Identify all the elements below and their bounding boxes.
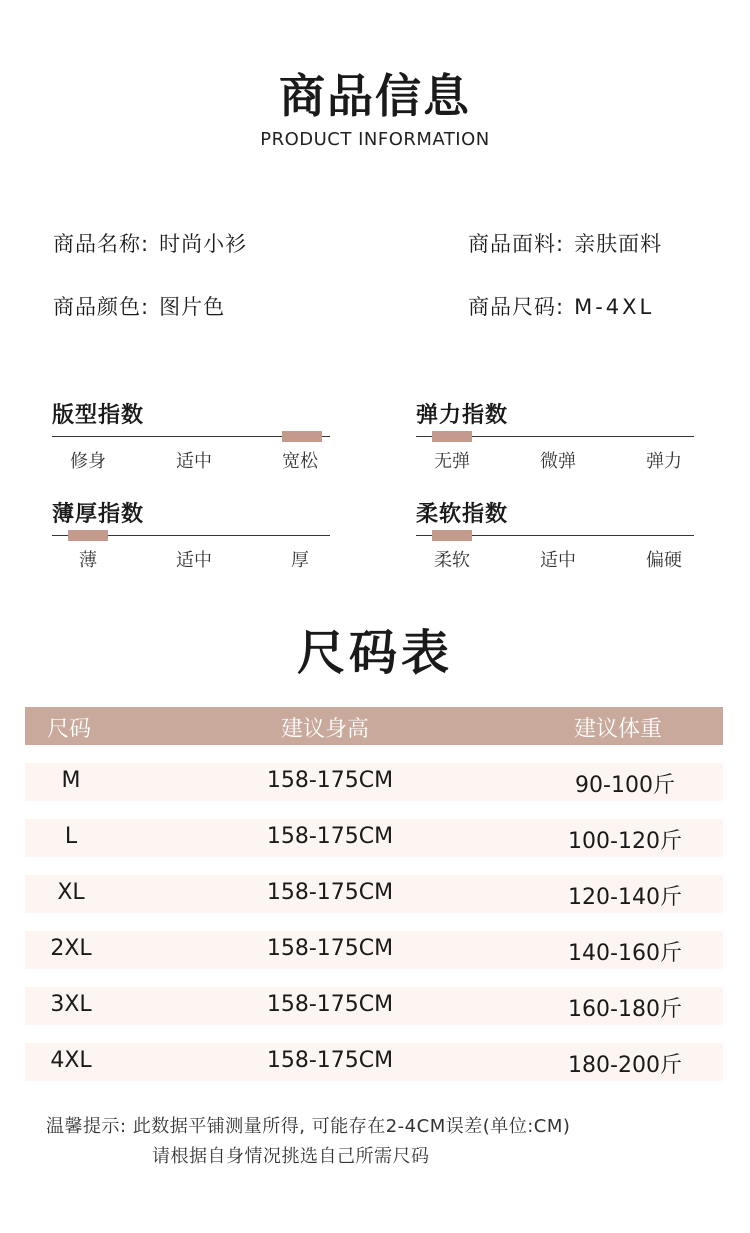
cell-weight: 120-140斤 bbox=[568, 885, 682, 910]
index-softness-label-3: 偏硬 bbox=[646, 550, 682, 571]
cell-size: 3XL bbox=[50, 992, 92, 1017]
index-softness-label-2: 适中 bbox=[540, 550, 576, 571]
cell-weight: 100-120斤 bbox=[568, 829, 682, 854]
info-size bbox=[468, 291, 654, 321]
cell-size: L bbox=[64, 824, 78, 849]
index-fit-marker bbox=[282, 431, 322, 442]
table-row bbox=[25, 931, 723, 969]
index-softness-title: 柔软指数 bbox=[416, 502, 509, 527]
info-size-label: 商品尺码: bbox=[468, 295, 565, 319]
index-elasticity bbox=[416, 398, 694, 488]
index-thickness-label-1: 薄 bbox=[79, 550, 97, 571]
page-title: 商品信息 bbox=[279, 69, 471, 123]
size-table-header bbox=[25, 707, 723, 745]
info-fabric-label: 商品面料: bbox=[468, 232, 565, 256]
info-color-value: 图片色 bbox=[159, 295, 226, 319]
info-color-label: 商品颜色: bbox=[53, 295, 150, 319]
info-name-label: 商品名称: bbox=[53, 232, 150, 256]
index-thickness bbox=[52, 497, 330, 587]
cell-size: M bbox=[61, 768, 81, 793]
cell-height: 158-175CM bbox=[266, 936, 394, 961]
cell-height: 158-175CM bbox=[266, 768, 394, 793]
index-elasticity-label-1: 无弹 bbox=[434, 451, 470, 472]
table-row bbox=[25, 987, 723, 1025]
tip-line-2: 请根据自身情况挑选自己所需尺码 bbox=[152, 1146, 430, 1167]
table-row bbox=[25, 1043, 723, 1081]
header-weight: 建议体重 bbox=[574, 717, 663, 742]
tip-line-1: 温馨提示: 此数据平铺测量所得, 可能存在2-4CM误差(单位:CM) bbox=[46, 1116, 571, 1137]
cell-height: 158-175CM bbox=[266, 992, 394, 1017]
info-name bbox=[53, 228, 247, 258]
cell-size: 2XL bbox=[50, 936, 92, 961]
info-fabric-value: 亲肤面料 bbox=[574, 232, 663, 256]
index-thickness-label-2: 适中 bbox=[176, 550, 212, 571]
index-elasticity-label-2: 微弹 bbox=[540, 451, 576, 472]
index-thickness-title: 薄厚指数 bbox=[52, 502, 145, 527]
cell-weight: 90-100斤 bbox=[575, 773, 675, 798]
info-fabric bbox=[468, 228, 662, 258]
index-fit-label-2: 适中 bbox=[176, 451, 212, 472]
cell-weight: 180-200斤 bbox=[568, 1053, 682, 1078]
index-fit-label-3: 宽松 bbox=[282, 451, 318, 472]
index-softness bbox=[416, 497, 694, 587]
index-thickness-label-3: 厚 bbox=[291, 550, 309, 571]
page-subtitle: PRODUCT INFORMATION bbox=[260, 129, 490, 150]
cell-size: XL bbox=[57, 880, 85, 905]
info-color bbox=[53, 291, 225, 321]
cell-height: 158-175CM bbox=[266, 824, 394, 849]
info-size-value: M-4XL bbox=[574, 295, 655, 319]
index-softness-label-1: 柔软 bbox=[434, 550, 470, 571]
header-height: 建议身高 bbox=[281, 717, 370, 742]
index-fit-title: 版型指数 bbox=[52, 403, 145, 428]
index-elasticity-title: 弹力指数 bbox=[416, 403, 509, 428]
size-table-title: 尺码表 bbox=[296, 625, 453, 681]
index-thickness-marker bbox=[68, 530, 108, 541]
index-fit-label-1: 修身 bbox=[70, 451, 106, 472]
table-row bbox=[25, 819, 723, 857]
cell-size: 4XL bbox=[50, 1048, 92, 1073]
info-name-value: 时尚小衫 bbox=[159, 232, 248, 256]
cell-height: 158-175CM bbox=[266, 880, 394, 905]
index-elasticity-label-3: 弹力 bbox=[646, 451, 682, 472]
index-fit bbox=[52, 398, 330, 488]
index-softness-marker bbox=[432, 530, 472, 541]
cell-weight: 140-160斤 bbox=[568, 941, 682, 966]
table-row bbox=[25, 763, 723, 801]
table-row bbox=[25, 875, 723, 913]
index-elasticity-marker bbox=[432, 431, 472, 442]
cell-weight: 160-180斤 bbox=[568, 997, 682, 1022]
measurement-tip bbox=[46, 1112, 570, 1172]
cell-height: 158-175CM bbox=[266, 1048, 394, 1073]
header-size: 尺码 bbox=[47, 717, 92, 742]
